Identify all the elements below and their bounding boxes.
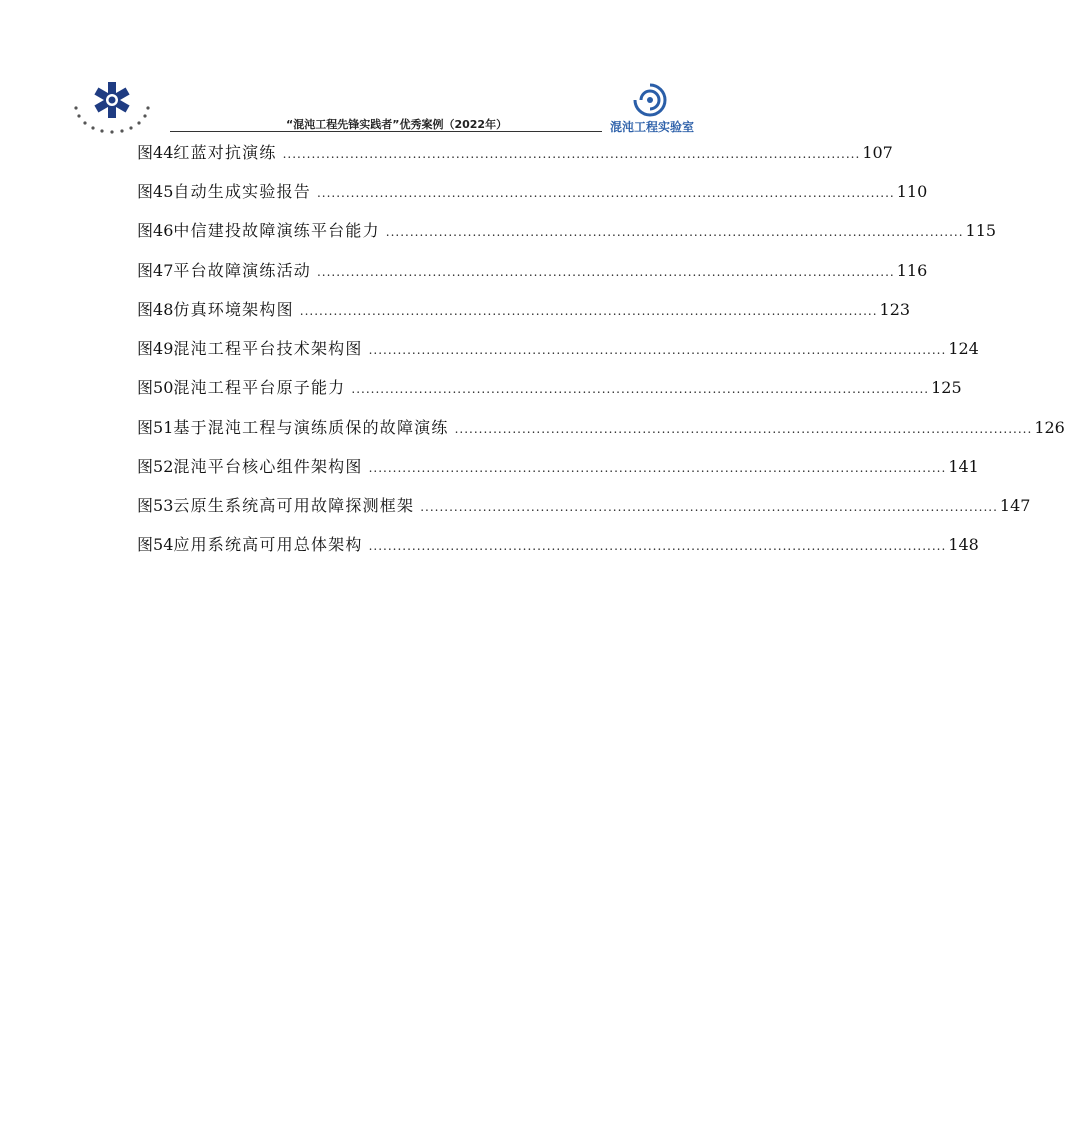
toc-entry[interactable] xyxy=(137,493,1031,519)
figure-label: 图 xyxy=(137,300,154,319)
header-divider xyxy=(170,131,602,132)
figure-number: 52 xyxy=(153,457,174,476)
chaos-lab-logo xyxy=(604,82,698,134)
page-number: 141 xyxy=(948,457,979,476)
figure-label: 图 xyxy=(137,261,154,280)
dot-leader: ........................................................................................................................ xyxy=(316,265,895,279)
figure-label: 图 xyxy=(137,457,154,476)
toc-entry[interactable] xyxy=(137,258,928,284)
dot-leader: ........................................................................................................................ xyxy=(351,382,930,396)
figure-number: 50 xyxy=(153,378,174,397)
page-number: 107 xyxy=(862,143,893,162)
figure-label: 图 xyxy=(137,221,154,240)
page-number: 147 xyxy=(999,496,1031,515)
toc-entry[interactable] xyxy=(137,532,979,558)
page-number: 125 xyxy=(931,378,962,397)
dot-leader: ........................................................................................................................ xyxy=(454,422,1033,436)
figure-label: 图 xyxy=(137,496,154,515)
toc-entry[interactable] xyxy=(137,336,979,362)
page-number: 124 xyxy=(948,339,979,358)
figure-title: 混沌平台核心组件架构图 xyxy=(173,457,363,476)
figure-title: 红蓝对抗演练 xyxy=(173,143,277,162)
page-number: 110 xyxy=(896,182,928,201)
page-number: 148 xyxy=(948,535,979,554)
dot-leader: ........................................................................................................................ xyxy=(316,186,895,200)
figure-number: 49 xyxy=(153,339,174,358)
dot-leader: ........................................................................................................................ xyxy=(420,500,998,514)
figure-title: 应用系统高可用总体架构 xyxy=(173,535,363,554)
toc-entry[interactable] xyxy=(137,179,928,205)
figure-title: 云原生系统高可用故障探测框架 xyxy=(173,496,415,515)
figure-title: 自动生成实验报告 xyxy=(173,182,311,201)
figure-number: 44 xyxy=(153,143,174,162)
toc-entry[interactable] xyxy=(137,297,911,323)
page-number: 123 xyxy=(879,300,911,319)
swirl-icon xyxy=(604,82,698,122)
figure-title: 混沌工程平台技术架构图 xyxy=(173,339,363,358)
figure-label: 图 xyxy=(137,418,154,437)
toc-entry[interactable] xyxy=(137,454,979,480)
toc-entry[interactable] xyxy=(137,218,997,244)
figure-label: 图 xyxy=(137,182,154,201)
figure-label: 图 xyxy=(137,535,154,554)
figure-label: 图 xyxy=(137,339,154,358)
figure-number: 48 xyxy=(153,300,174,319)
figure-number: 47 xyxy=(153,261,174,280)
figure-title: 中信建投故障演练平台能力 xyxy=(173,221,380,240)
dot-leader: ........................................................................................................................ xyxy=(368,461,947,475)
dot-leader: ........................................................................................................................ xyxy=(299,304,878,318)
figure-title: 仿真环境架构图 xyxy=(173,300,294,319)
figure-number: 51 xyxy=(153,418,174,437)
figure-title: 混沌工程平台原子能力 xyxy=(173,378,346,397)
page-header xyxy=(0,0,793,140)
figure-number: 45 xyxy=(153,182,174,201)
page-number: 115 xyxy=(965,221,997,240)
figure-label: 图 xyxy=(137,143,154,162)
dot-leader: ........................................................................................................................ xyxy=(385,225,964,239)
header-title: “混沌工程先锋实践者”优秀案例（2022年） xyxy=(286,118,508,131)
toc-entry[interactable] xyxy=(137,415,1065,441)
page-number: 126 xyxy=(1034,418,1065,437)
figure-label: 图 xyxy=(137,378,154,397)
figure-number: 54 xyxy=(153,535,174,554)
toc-entry[interactable] xyxy=(137,375,962,401)
page-number: 116 xyxy=(896,261,928,280)
dot-leader: ........................................................................................................................ xyxy=(368,539,947,553)
dot-leader: ........................................................................................................................ xyxy=(282,147,861,161)
dot-leader: ........................................................................................................................ xyxy=(368,343,947,357)
figure-number: 46 xyxy=(153,221,174,240)
program-logo xyxy=(72,78,152,140)
figure-number: 53 xyxy=(153,496,174,515)
chaos-lab-logo-text: 混沌工程实验室 xyxy=(609,120,694,134)
figure-title: 基于混沌工程与演练质保的故障演练 xyxy=(173,418,449,437)
toc-entry[interactable] xyxy=(137,140,893,166)
figure-title: 平台故障演练活动 xyxy=(173,261,311,280)
